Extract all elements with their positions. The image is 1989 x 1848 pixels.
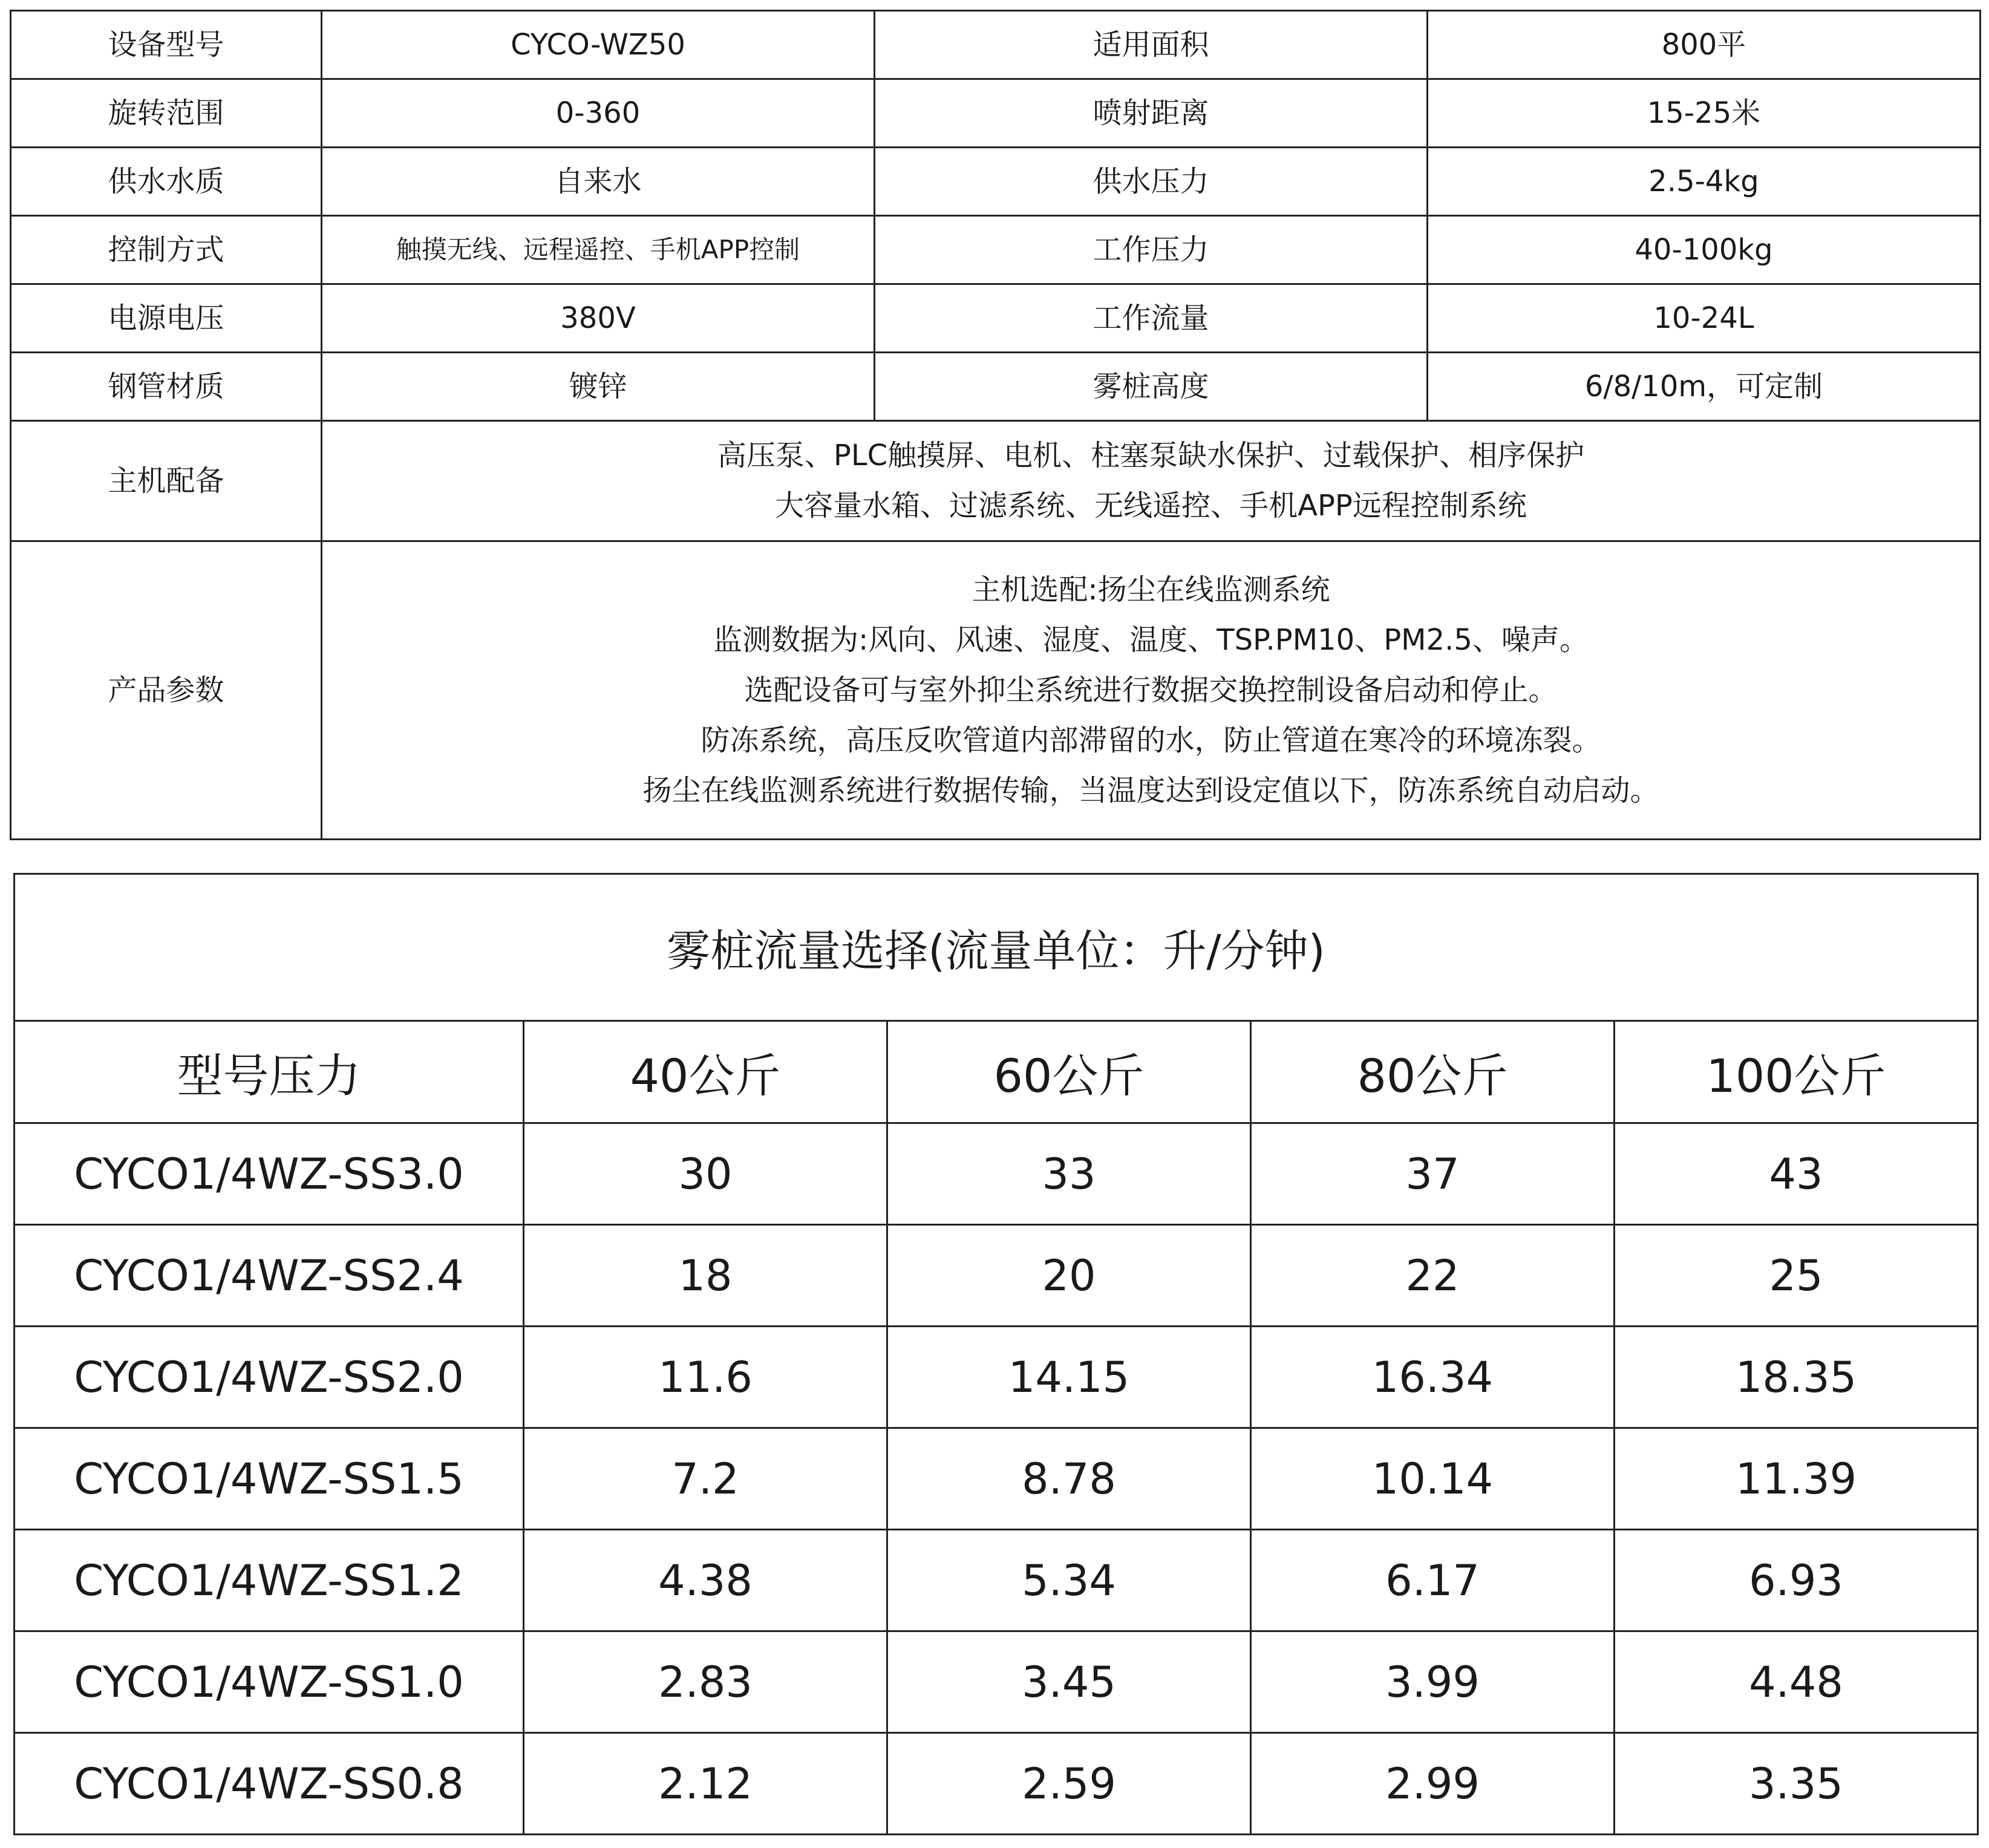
spec-table — [10, 10, 1981, 840]
model-cell: CYCO1/4WZ-SS1.2 — [15, 1530, 524, 1631]
spec-label: 雾桩高度 — [875, 353, 1428, 421]
product-params-line: 防冻系统，高压反吹管道内部滞留的水，防止管道在寒冷的环境冻裂。 — [701, 723, 1601, 757]
spec-value: 镀锌 — [322, 353, 875, 421]
flow-value-cell: 3.35 — [1615, 1733, 1978, 1835]
model-cell: CYCO1/4WZ-SS1.0 — [15, 1631, 524, 1733]
flow-value-cell: 18 — [524, 1225, 887, 1327]
spec-value: 6/8/10m，可定制 — [1428, 353, 1981, 421]
spec-value: 0-360 — [322, 79, 875, 148]
spec-value: 自来水 — [322, 148, 875, 216]
spec-value: 触摸无线、远程遥控、手机APP控制 — [322, 216, 875, 284]
product-params-row — [11, 541, 1981, 840]
product-params-line: 监测数据为:风向、风速、湿度、温度、TSP.PM10、PM2.5、噪声。 — [713, 622, 1589, 657]
flow-header-cell: 60公斤 — [887, 1021, 1251, 1123]
spec-value: 800平 — [1428, 11, 1981, 79]
flow-value-cell: 3.99 — [1251, 1631, 1615, 1733]
flow-value-cell: 10.14 — [1251, 1428, 1615, 1530]
flow-value-cell: 2.12 — [524, 1733, 887, 1835]
flow-value-cell: 43 — [1615, 1123, 1978, 1225]
model-cell: CYCO1/4WZ-SS2.4 — [15, 1225, 524, 1327]
flow-value-cell: 2.59 — [887, 1733, 1251, 1835]
spec-label: 控制方式 — [11, 216, 322, 284]
spec-row — [11, 284, 1981, 353]
table-row — [15, 1225, 1978, 1327]
product-params-label: 产品参数 — [11, 541, 322, 840]
flow-value-cell: 8.78 — [887, 1428, 1251, 1530]
spec-row — [11, 11, 1981, 79]
spec-label: 供水压力 — [875, 148, 1428, 216]
host-config-line: 高压泵、PLC触摸屏、电机、柱塞泵缺水保护、过载保护、相序保护 — [717, 439, 1585, 472]
table-row — [15, 1530, 1978, 1631]
table-row — [15, 1428, 1978, 1530]
host-config-line: 大容量水箱、过滤系统、无线遥控、手机APP远程控制系统 — [775, 489, 1527, 523]
spec-label: 喷射距离 — [875, 79, 1428, 148]
spec-row — [11, 216, 1981, 284]
flow-table-title: 雾桩流量选择(流量单位：升/分钟) — [15, 874, 1978, 1021]
host-config-label: 主机配备 — [11, 421, 322, 541]
product-params-content — [322, 541, 1981, 840]
spec-row — [11, 79, 1981, 148]
spec-label: 工作流量 — [875, 284, 1428, 353]
table-row — [15, 1123, 1978, 1225]
flow-value-cell: 11.6 — [524, 1327, 887, 1428]
spec-label: 工作压力 — [875, 216, 1428, 284]
host-config-row — [11, 421, 1981, 541]
spec-value: CYCO-WZ50 — [322, 11, 875, 79]
flow-header-row — [15, 1021, 1978, 1123]
flow-header-cell: 型号压力 — [15, 1021, 524, 1123]
flow-value-cell: 3.45 — [887, 1631, 1251, 1733]
flow-value-cell: 7.2 — [524, 1428, 887, 1530]
host-config-content — [322, 421, 1981, 541]
spec-label: 设备型号 — [11, 11, 322, 79]
spec-value: 2.5-4kg — [1428, 148, 1981, 216]
spec-label: 旋转范围 — [11, 79, 322, 148]
spec-value: 40-100kg — [1428, 216, 1981, 284]
product-params-line: 选配设备可与室外抑尘系统进行数据交换控制设备启动和停止。 — [744, 673, 1558, 707]
table-row — [15, 1631, 1978, 1733]
flow-value-cell: 37 — [1251, 1123, 1615, 1225]
flow-value-cell: 4.48 — [1615, 1631, 1978, 1733]
flow-value-cell: 18.35 — [1615, 1327, 1978, 1428]
flow-value-cell: 6.93 — [1615, 1530, 1978, 1631]
spec-label: 适用面积 — [875, 11, 1428, 79]
flow-value-cell: 4.38 — [524, 1530, 887, 1631]
model-cell: CYCO1/4WZ-SS3.0 — [15, 1123, 524, 1225]
flow-value-cell: 14.15 — [887, 1327, 1251, 1428]
model-cell: CYCO1/4WZ-SS2.0 — [15, 1327, 524, 1428]
flow-value-cell: 25 — [1615, 1225, 1978, 1327]
spec-value: 15-25米 — [1428, 79, 1981, 148]
table-row — [15, 1327, 1978, 1428]
spec-label: 供水水质 — [11, 148, 322, 216]
flow-header-cell: 80公斤 — [1251, 1021, 1615, 1123]
flow-value-cell: 33 — [887, 1123, 1251, 1225]
spec-value: 380V — [322, 284, 875, 353]
flow-title-row — [15, 874, 1978, 1021]
flow-value-cell: 16.34 — [1251, 1327, 1615, 1428]
model-cell: CYCO1/4WZ-SS1.5 — [15, 1428, 524, 1530]
flow-header-cell: 40公斤 — [524, 1021, 887, 1123]
flow-value-cell: 2.83 — [524, 1631, 887, 1733]
flow-value-cell: 2.99 — [1251, 1733, 1615, 1835]
product-params-line: 扬尘在线监测系统进行数据传输，当温度达到设定值以下，防冻系统自动启动。 — [642, 773, 1659, 808]
flow-value-cell: 6.17 — [1251, 1530, 1615, 1631]
product-params-line: 主机选配:扬尘在线监测系统 — [972, 572, 1330, 607]
flow-table — [13, 873, 1979, 1835]
flow-value-cell: 22 — [1251, 1225, 1615, 1327]
spec-label: 钢管材质 — [11, 353, 322, 421]
flow-value-cell: 5.34 — [887, 1530, 1251, 1631]
flow-value-cell: 20 — [887, 1225, 1251, 1327]
flow-value-cell: 30 — [524, 1123, 887, 1225]
flow-value-cell: 11.39 — [1615, 1428, 1978, 1530]
table-row — [15, 1733, 1978, 1835]
flow-header-cell: 100公斤 — [1615, 1021, 1978, 1123]
spec-value: 10-24L — [1428, 284, 1981, 353]
spec-label: 电源电压 — [11, 284, 322, 353]
spec-row — [11, 353, 1981, 421]
spec-row — [11, 148, 1981, 216]
model-cell: CYCO1/4WZ-SS0.8 — [15, 1733, 524, 1835]
